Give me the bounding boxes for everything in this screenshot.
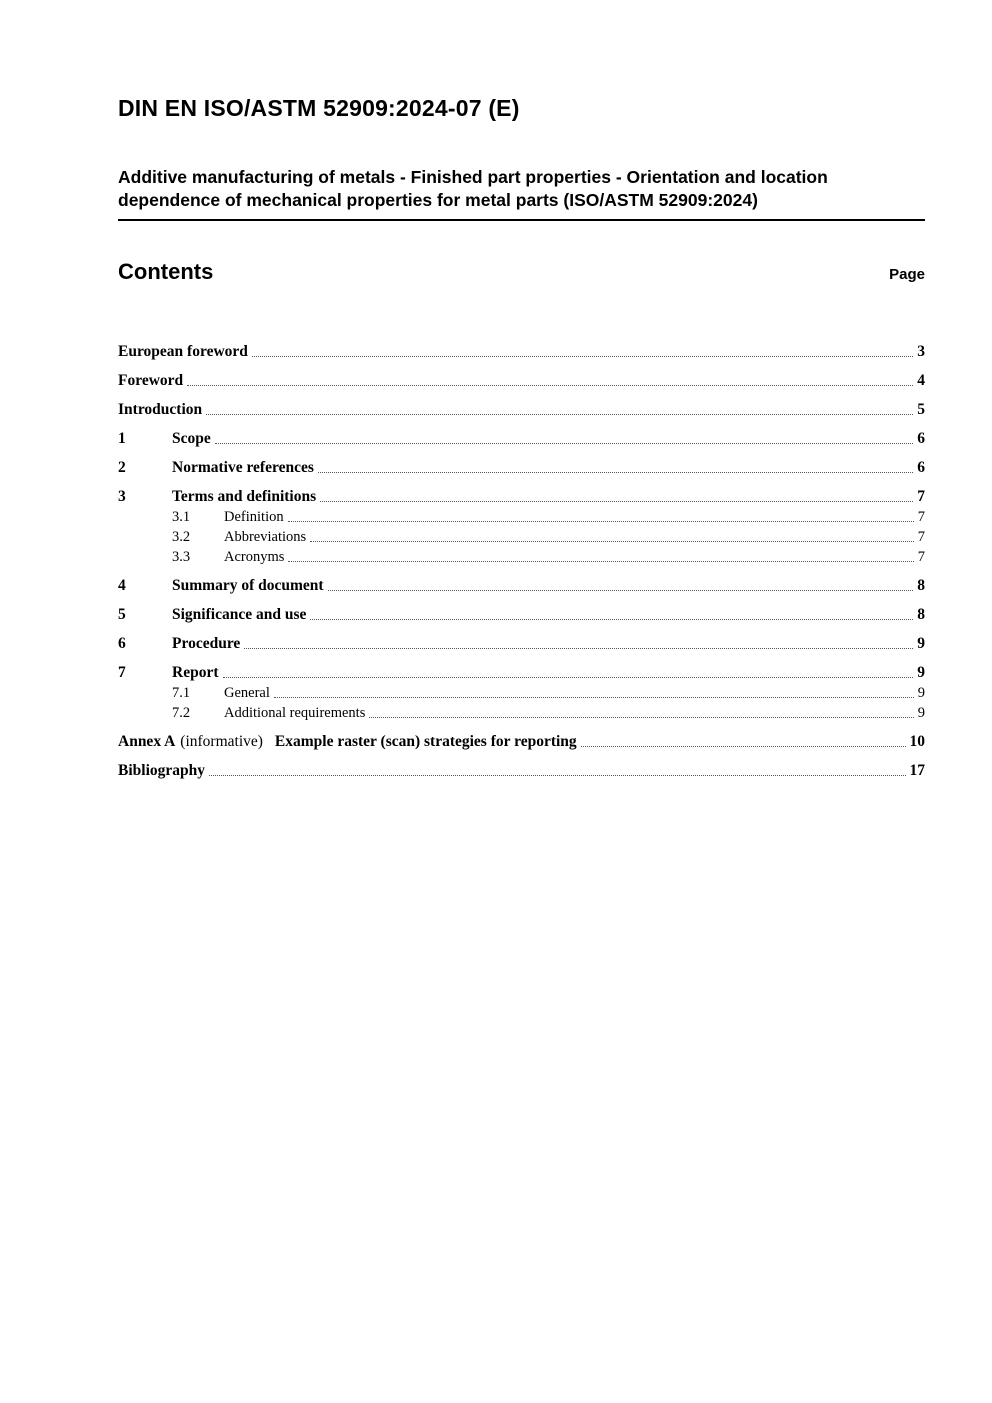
toc-entry-page: 8 (917, 577, 925, 594)
toc-entry (118, 606, 925, 624)
toc-entry-number: 3.2 (172, 529, 191, 545)
toc-entry-label: Acronyms (224, 549, 285, 565)
dot-leader (318, 472, 913, 473)
toc-entry-label: Procedure (172, 635, 241, 652)
toc-entry-page: 10 (909, 733, 925, 750)
toc-entry-number: 1 (118, 430, 126, 447)
toc-entry-number: 7.1 (172, 685, 191, 701)
toc-entry (118, 577, 925, 595)
dot-leader (209, 775, 906, 776)
toc-entry-page: 9 (917, 664, 925, 681)
toc-entry-label: Example raster (scan) strategies for reporting (274, 733, 577, 750)
toc-entry-page: 17 (909, 762, 925, 779)
toc-entry-page: 8 (917, 606, 925, 623)
toc-entry (118, 401, 925, 419)
toc-entry-label: Significance and use (172, 606, 307, 623)
toc-entry-page: 4 (917, 372, 925, 389)
toc-entry-number: 3.1 (172, 509, 191, 525)
dot-leader (581, 746, 906, 747)
toc-entry (118, 529, 925, 546)
toc-entry-number: 7.2 (172, 705, 191, 721)
dot-leader (320, 501, 913, 502)
toc-entry-page: 7 (917, 529, 925, 545)
document-title: Additive manufacturing of metals - Finished part properties - Orientation and location dependence of mechanical properties for metal parts (ISO/ASTM 52909:2024) (118, 167, 828, 210)
toc-list (118, 343, 925, 780)
toc-entry-page: 3 (917, 343, 925, 360)
toc-entry-label: Terms and definitions (172, 488, 317, 505)
toc-entry (118, 705, 925, 722)
toc-entry (118, 343, 925, 361)
dot-leader (328, 590, 914, 591)
toc-entry (118, 664, 925, 682)
toc-entry-note: (informative) (180, 733, 263, 750)
toc-entry-number: 2 (118, 459, 126, 476)
toc-entry-page: 9 (917, 635, 925, 652)
toc-entry (118, 685, 925, 702)
toc-entry-page: 6 (917, 459, 925, 476)
toc-entry-number: 3 (118, 488, 126, 505)
toc-entry-number: Annex A (118, 733, 176, 750)
toc-entry (118, 509, 925, 526)
toc-entry (118, 762, 925, 780)
dot-leader (244, 648, 913, 649)
toc-entry-label: Foreword (118, 372, 184, 389)
toc-entry (118, 488, 925, 506)
toc-entry-page: 5 (917, 401, 925, 418)
dot-leader (223, 677, 914, 678)
dot-leader (274, 697, 914, 698)
dot-leader (206, 414, 913, 415)
toc-entry-label: European foreword (118, 343, 248, 360)
toc-entry (118, 549, 925, 566)
contents-header (118, 259, 925, 285)
toc-entry-label: Abbreviations (224, 529, 307, 545)
toc-entry (118, 430, 925, 448)
toc-entry-label: Summary of document (172, 577, 324, 594)
toc-entry-page: 9 (917, 705, 925, 721)
toc-entry-label: Report (172, 664, 219, 681)
toc-entry-label: Definition (224, 509, 284, 525)
dot-leader (310, 619, 913, 620)
toc-entry-number: 7 (118, 664, 126, 681)
toc-entry-number: 4 (118, 577, 126, 594)
dot-leader (187, 385, 913, 386)
page-column-label: Page (889, 266, 925, 283)
toc-entry-label: Bibliography (118, 762, 205, 779)
document-number: DIN EN ISO/ASTM 52909:2024-07 (E) (118, 95, 520, 121)
title-rule (118, 219, 925, 221)
toc-entry (118, 459, 925, 477)
toc-entry-label: Additional requirements (224, 705, 366, 721)
toc-entry-page: 7 (917, 549, 925, 565)
toc-entry (118, 733, 925, 751)
dot-leader (215, 443, 914, 444)
toc-entry (118, 635, 925, 653)
toc-entry-label: Introduction (118, 401, 203, 418)
dot-leader (288, 521, 914, 522)
toc-entry (118, 372, 925, 390)
toc-entry-label: Scope (172, 430, 211, 447)
dot-leader (252, 356, 913, 357)
toc-entry-page: 7 (917, 488, 925, 505)
toc-entry-number: 5 (118, 606, 126, 623)
toc-entry-number: 3.3 (172, 549, 191, 565)
toc-entry-label: General (224, 685, 270, 701)
dot-leader (310, 541, 914, 542)
toc-entry-label: Normative references (172, 459, 314, 476)
dot-leader (369, 717, 913, 718)
toc-entry-page: 7 (917, 509, 925, 525)
dot-leader (288, 561, 913, 562)
contents-heading: Contents (118, 259, 214, 284)
toc-entry-page: 6 (917, 430, 925, 447)
toc-entry-page: 9 (917, 685, 925, 701)
toc-entry-number: 6 (118, 635, 126, 652)
